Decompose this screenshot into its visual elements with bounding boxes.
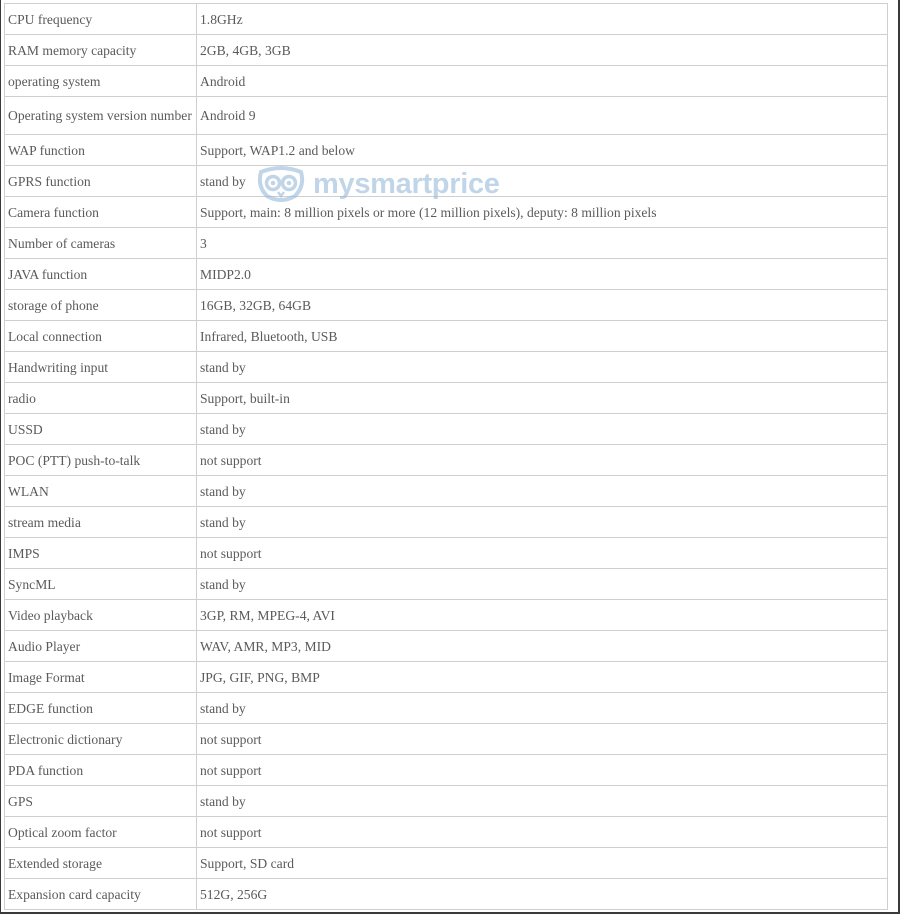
spec-table xyxy=(4,3,888,910)
spec-label: Image Format xyxy=(5,662,197,693)
spec-label: storage of phone xyxy=(5,290,197,321)
spec-row xyxy=(5,259,888,290)
spec-row xyxy=(5,135,888,166)
spec-row xyxy=(5,35,888,66)
spec-value: not support xyxy=(197,538,888,569)
spec-value: stand by xyxy=(197,786,888,817)
spec-label: WLAN xyxy=(5,476,197,507)
spec-row xyxy=(5,66,888,97)
frame-left-edge xyxy=(0,0,1,914)
spec-value: stand by xyxy=(197,507,888,538)
spec-row xyxy=(5,228,888,259)
spec-label: stream media xyxy=(5,507,197,538)
spec-value: stand by xyxy=(197,414,888,445)
spec-label: Audio Player xyxy=(5,631,197,662)
spec-value: Support, main: 8 million pixels or more (12 million pixels), deputy: 8 million pixels xyxy=(197,197,888,228)
spec-label: JAVA function xyxy=(5,259,197,290)
spec-row xyxy=(5,445,888,476)
spec-row xyxy=(5,166,888,197)
spec-row xyxy=(5,879,888,910)
spec-label: RAM memory capacity xyxy=(5,35,197,66)
spec-row xyxy=(5,817,888,848)
spec-value: 3GP, RM, MPEG-4, AVI xyxy=(197,600,888,631)
spec-value: stand by xyxy=(197,476,888,507)
spec-value: not support xyxy=(197,724,888,755)
spec-value: 3 xyxy=(197,228,888,259)
spec-row xyxy=(5,724,888,755)
spec-row xyxy=(5,538,888,569)
spec-label: GPS xyxy=(5,786,197,817)
watermark-text: mysmartprice xyxy=(313,167,500,200)
spec-row xyxy=(5,383,888,414)
spec-label: Camera function xyxy=(5,197,197,228)
spec-row xyxy=(5,693,888,724)
spec-value: 2GB, 4GB, 3GB xyxy=(197,35,888,66)
spec-value: not support xyxy=(197,445,888,476)
spec-row xyxy=(5,507,888,538)
spec-value: Support, built-in xyxy=(197,383,888,414)
spec-label: PDA function xyxy=(5,755,197,786)
spec-value: Android xyxy=(197,66,888,97)
spec-label: Number of cameras xyxy=(5,228,197,259)
spec-label: Optical zoom factor xyxy=(5,817,197,848)
spec-row xyxy=(5,631,888,662)
spec-value: 1.8GHz xyxy=(197,4,888,35)
spec-label: EDGE function xyxy=(5,693,197,724)
spec-value: stand by xyxy=(197,166,888,197)
spec-label: operating system xyxy=(5,66,197,97)
spec-row xyxy=(5,290,888,321)
spec-row xyxy=(5,414,888,445)
spec-label: Handwriting input xyxy=(5,352,197,383)
spec-row xyxy=(5,97,888,135)
spec-value: Infrared, Bluetooth, USB xyxy=(197,321,888,352)
spec-row xyxy=(5,321,888,352)
spec-value: stand by xyxy=(197,693,888,724)
spec-label: SyncML xyxy=(5,569,197,600)
spec-row xyxy=(5,786,888,817)
spec-value: Support, SD card xyxy=(197,848,888,879)
spec-table-body xyxy=(5,4,888,910)
spec-label: Operating system version number xyxy=(5,97,197,135)
spec-label: Extended storage xyxy=(5,848,197,879)
spec-row xyxy=(5,476,888,507)
spec-value: Android 9 xyxy=(197,97,888,135)
spec-value: WAV, AMR, MP3, MID xyxy=(197,631,888,662)
spec-label: radio xyxy=(5,383,197,414)
spec-label: GPRS function xyxy=(5,166,197,197)
spec-label: POC (PTT) push-to-talk xyxy=(5,445,197,476)
spec-value: stand by xyxy=(197,569,888,600)
spec-row xyxy=(5,662,888,693)
spec-label: IMPS xyxy=(5,538,197,569)
spec-label: Electronic dictionary xyxy=(5,724,197,755)
spec-value: MIDP2.0 xyxy=(197,259,888,290)
spec-row xyxy=(5,600,888,631)
spec-label: WAP function xyxy=(5,135,197,166)
spec-value: stand by xyxy=(197,352,888,383)
spec-label: USSD xyxy=(5,414,197,445)
spec-label: Video playback xyxy=(5,600,197,631)
spec-value: not support xyxy=(197,755,888,786)
spec-row xyxy=(5,755,888,786)
spec-label: CPU frequency xyxy=(5,4,197,35)
spec-row xyxy=(5,4,888,35)
spec-row xyxy=(5,197,888,228)
spec-value: Support, WAP1.2 and below xyxy=(197,135,888,166)
spec-row xyxy=(5,569,888,600)
spec-value: not support xyxy=(197,817,888,848)
spec-row xyxy=(5,848,888,879)
spec-label: Expansion card capacity xyxy=(5,879,197,910)
spec-label: Local connection xyxy=(5,321,197,352)
spec-value: 512G, 256G xyxy=(197,879,888,910)
spec-row xyxy=(5,352,888,383)
spec-value: 16GB, 32GB, 64GB xyxy=(197,290,888,321)
spec-value: JPG, GIF, PNG, BMP xyxy=(197,662,888,693)
